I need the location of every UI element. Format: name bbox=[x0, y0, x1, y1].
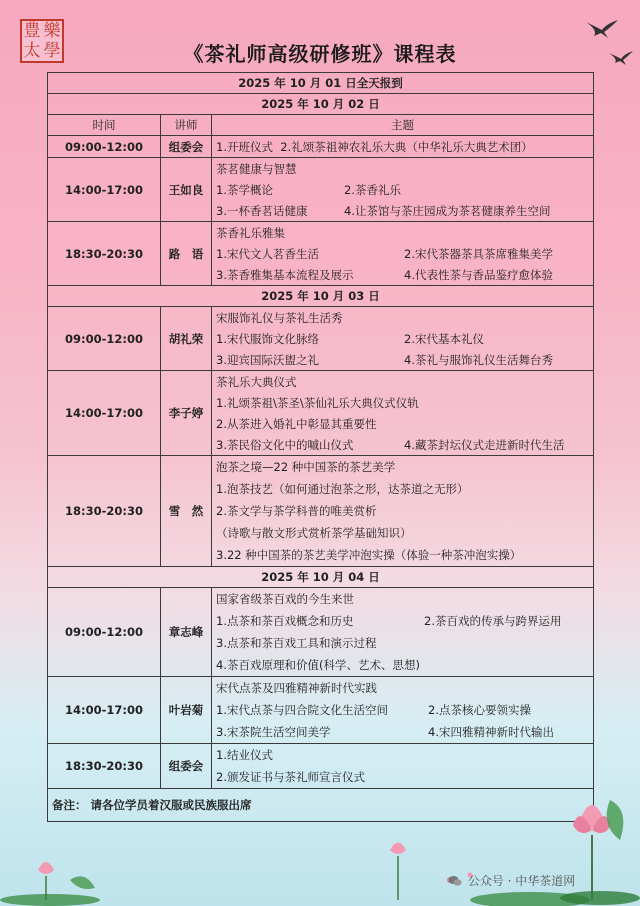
table-row bbox=[48, 307, 594, 371]
topic-line: 宋服饰礼仪与茶礼生活秀 bbox=[216, 310, 343, 325]
session-topic bbox=[212, 136, 594, 158]
session-lecturer: 王如良 bbox=[161, 158, 212, 222]
topic-line: 4.代表性茶与香品鉴疗愈体验 bbox=[404, 267, 553, 282]
table-row bbox=[48, 588, 594, 677]
topic-line: 泡茶之境—22 种中国茶的茶艺美学 bbox=[216, 460, 396, 474]
topic-line: 4.茶礼与服饰礼仪生活舞台秀 bbox=[404, 352, 553, 367]
topic-line: 2.点茶核心要领实操 bbox=[428, 703, 531, 717]
session-time: 14:00-17:00 bbox=[48, 158, 161, 222]
wechat-icon bbox=[448, 875, 462, 887]
topic-line: 4.茶百戏原理和价值(科学、艺术、思想) bbox=[216, 658, 420, 672]
topic-line: 3.宋茶院生活空间美学 bbox=[216, 725, 331, 739]
topic-line: 茶礼乐大典仪式 bbox=[216, 374, 297, 389]
topic-line: 4.让茶馆与茶庄园成为茶茗健康养生空间 bbox=[344, 203, 551, 218]
date-row bbox=[48, 286, 594, 307]
seal-char: 豊 bbox=[23, 20, 41, 41]
date-row bbox=[48, 94, 594, 115]
topic-line: 1.宋代点茶与四合院文化生活空间 bbox=[216, 703, 388, 717]
lotus-decoration-icon bbox=[0, 830, 110, 906]
seal-char: 學 bbox=[43, 40, 61, 61]
topic-line: 茶茗健康与智慧 bbox=[216, 161, 297, 176]
topic-line: 1.点茶和茶百戏概念和历史 bbox=[216, 614, 354, 628]
session-lecturer: 雪 然 bbox=[161, 456, 212, 567]
topic-line: 1.结业仪式 bbox=[216, 748, 273, 762]
session-time: 09:00-12:00 bbox=[48, 588, 161, 677]
session-lecturer: 胡礼荣 bbox=[161, 307, 212, 371]
seal-char: 樂 bbox=[43, 20, 61, 41]
swallow-icon bbox=[584, 18, 620, 40]
topic-line: 1.宋代服饰文化脉络 bbox=[216, 331, 319, 346]
topic-line: 2.茶百戏的传承与跨界运用 bbox=[424, 614, 562, 628]
table-row bbox=[48, 158, 594, 222]
topic-line: 2.从茶进入婚礼中彰显其重要性 bbox=[216, 416, 377, 431]
topic-line: 3.一杯香茗话健康 bbox=[216, 203, 308, 218]
topic-line: 3.点茶和茶百戏工具和演示过程 bbox=[216, 636, 377, 650]
table-row bbox=[48, 677, 594, 744]
topic-line: 1.宋代文人茗香生活 bbox=[216, 246, 319, 261]
topic-line: 1.泡茶技艺（如何通过泡茶之形，达茶道之无形） bbox=[216, 482, 469, 496]
session-lecturer: 李子婷 bbox=[161, 371, 212, 456]
schedule-table bbox=[47, 72, 594, 822]
session-time: 09:00-12:00 bbox=[48, 136, 161, 158]
header-lecturer: 讲师 bbox=[161, 115, 212, 136]
table-row bbox=[48, 456, 594, 567]
topic-line: 2.宋代基本礼仪 bbox=[404, 331, 484, 346]
session-lecturer: 路 语 bbox=[161, 222, 212, 286]
topic-line: 2.茶香礼乐 bbox=[344, 182, 401, 197]
topic-line: 2.茶文学与茶学科普的唯美赏析 bbox=[216, 504, 377, 518]
session-topic bbox=[212, 222, 594, 286]
date-row bbox=[48, 567, 594, 588]
topic-line: 1.开班仪式 bbox=[216, 139, 273, 154]
session-lecturer: 组委会 bbox=[161, 744, 212, 789]
topic-line: 3.22 种中国茶的茶艺美学冲泡实操（体验一种茶冲泡实操） bbox=[216, 548, 522, 562]
session-topic bbox=[212, 456, 594, 567]
session-time: 14:00-17:00 bbox=[48, 371, 161, 456]
topic-line: 2.宋代茶器茶具茶席雅集美学 bbox=[404, 246, 553, 261]
date-label: 2025 年 10 月 02 日 bbox=[48, 94, 594, 115]
date-row bbox=[48, 73, 594, 94]
session-time: 09:00-12:00 bbox=[48, 307, 161, 371]
header-row bbox=[48, 115, 594, 136]
session-time: 18:30-20:30 bbox=[48, 222, 161, 286]
session-time: 18:30-20:30 bbox=[48, 744, 161, 789]
topic-line: 2.礼颂茶祖神农礼乐大典（中华礼乐大典艺术团） bbox=[280, 139, 533, 154]
topic-line: 国家省级茶百戏的今生来世 bbox=[216, 592, 354, 606]
session-topic bbox=[212, 371, 594, 456]
footer-text: 公众号 · 中华茶道网 bbox=[467, 874, 576, 888]
date-label: 2025 年 10 月 01 日全天报到 bbox=[48, 73, 594, 94]
topic-line: 2.颁发证书与茶礼师宣言仪式 bbox=[216, 770, 365, 784]
session-topic bbox=[212, 677, 594, 744]
footer-watermark bbox=[448, 872, 575, 889]
topic-line: 3.茶民俗文化中的嘁山仪式 bbox=[216, 437, 354, 452]
session-lecturer: 叶岩菊 bbox=[161, 677, 212, 744]
topic-line: 1.茶学概论 bbox=[216, 182, 273, 197]
session-time: 14:00-17:00 bbox=[48, 677, 161, 744]
page-title: 《茶礼师高级研修班》课程表 bbox=[183, 42, 457, 66]
date-label: 2025 年 10 月 04 日 bbox=[48, 567, 594, 588]
session-topic bbox=[212, 307, 594, 371]
session-lecturer: 组委会 bbox=[161, 136, 212, 158]
header-topic: 主题 bbox=[212, 115, 594, 136]
note-text: 备注： 请各位学员着汉服或民族服出席 bbox=[48, 789, 594, 822]
seal-char: 太 bbox=[23, 40, 41, 61]
session-lecturer: 章志峰 bbox=[161, 588, 212, 677]
topic-line: 宋代点茶及四雅精神新时代实践 bbox=[216, 681, 377, 695]
topic-line: 茶香礼乐雅集 bbox=[216, 225, 285, 240]
topic-line: 4.宋四雅精神新时代输出 bbox=[428, 725, 554, 739]
topic-line: （诗歌与散文形式赏析茶学基础知识） bbox=[216, 526, 412, 540]
table-row bbox=[48, 222, 594, 286]
topic-line: 4.藏茶封坛仪式走进新时代生活 bbox=[404, 437, 565, 452]
header-time: 时间 bbox=[48, 115, 161, 136]
date-label: 2025 年 10 月 03 日 bbox=[48, 286, 594, 307]
session-time: 18:30-20:30 bbox=[48, 456, 161, 567]
topic-line: 3.迎宾国际沃盥之礼 bbox=[216, 352, 319, 367]
table-row bbox=[48, 371, 594, 456]
table-row bbox=[48, 136, 594, 158]
session-topic bbox=[212, 158, 594, 222]
topic-line: 3.茶香雅集基本流程及展示 bbox=[216, 267, 354, 282]
topic-line: 1.礼颂茶祖\茶圣\茶仙礼乐大典仪式仪轨 bbox=[216, 395, 419, 410]
session-topic bbox=[212, 588, 594, 677]
